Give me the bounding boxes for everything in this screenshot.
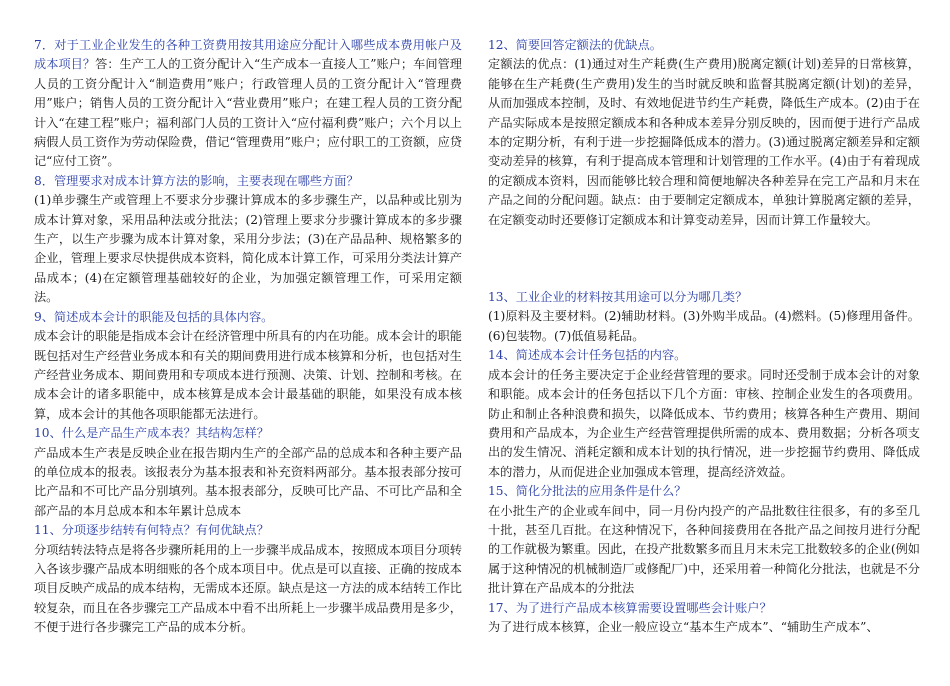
question-7-title: 7．对于工业企业发生的各种工资费用按其用途应分配计入哪些成本费用帐户及成本项目？ (34, 38, 462, 72)
question-12-title: 12、简要回答定额法的优缺点。 (488, 38, 662, 52)
question-14-title: 14、简述成本会计任务包括的内容。 (488, 348, 687, 363)
question-10-title: 10、什么是产品生产成本表？其结构怎样？ (34, 426, 269, 441)
question-9-answer: 成本会计的职能是指成本会计在经济管理中所具有的内在功能。成本会计的职能既包括对生产经营业务成本和有关的期间费用进行成本核算和分析，也包括对生产经营业务成本、期间费用和专项成本进行预测、决策、计划、控制和考核。在成本会计的诸多职能中，成本核算是成本会计最基础的职能，如果没有成本核算，成本会计的其他各项职能都无法进行。 (34, 329, 462, 421)
blank-gap (488, 230, 920, 288)
question-10-answer: 产品成本生产表是反映企业在报告期内生产的全部产品的总成本和各种主要产品的单位成本的报表。该报表分为基本报表和补充资料两部分。基本报表部分按可比产品和不可比产品分别填列。基本报表部分，反映可比产品、不可比产品和全部产品的本月总成本和本年累计总成本 (34, 445, 462, 518)
question-8-title: 8．管理要求对成本计算方法的影响，主要表现在哪些方面？ (34, 173, 359, 188)
question-9-title: 9、简述成本会计的职能及包括的具体内容。 (34, 309, 274, 324)
question-15-answer: 在小批生产的企业或车间中，同一月份内投产的产品批数往往很多，有的多至几十批，甚至几百批。在这种情况下，各种间接费用在各批产品之间按月进行分配的工作就极为繁重。因此，在投产批数繁多而且月末未完工批数较多的企业(例如属于这种情况的机械制造厂或修配厂)中，还采用着一种简化分批法，也就是不分批计算在产品成本的分批法 (488, 503, 920, 596)
question-11-title: 11、分项逐步结转有何特点？有何优缺点？ (34, 523, 269, 538)
question-17-title: 17、为了进行产品成本核算需要设置哪些会计账户？ (488, 600, 772, 615)
question-17-answer: 为了进行成本核算，企业一般应设立“基本生产成本”、“辅助生产成本”、 (488, 619, 879, 634)
left-column (34, 36, 462, 638)
question-7-answer: 答：生产工人的工资分配计入“生产成本一直接人工”账户；车间管理人员的工资分配计入“制造费用”账户；行政管理人员的工资分配计入“管理费用”账户；销售人员的工资分配计入“营业费用”账户；在建工程人员的工资分配计入“在建工程”账户；福利部门人员的工资计入“应付福利费”账户；六个月以上病假人员工资作为劳动保险费，借记“管理费用”账户；应付职工的工资额，应贷记“应付工资”。 (34, 57, 462, 169)
right-column (488, 36, 920, 637)
question-11-answer: 分项结转法特点是将各步骤所耗用的上一步骤半成品成本，按照成本项目分项转入各该步骤产品成本明细账的各个成本项目中。优点是可以直接、正确的按成本项目反映产成品的成本结构，无需成本还原。缺点是这一方法的成本结转工作比较复杂，而且在各步骤完工产品成本中看不出所耗上一步骤半成品费用是多少，不便于进行各步骤完工产品的成本分析。 (34, 542, 462, 635)
question-13-title: 13、工业企业的材料按其用途可以分为哪几类？ (488, 290, 748, 305)
question-14-answer: 成本会计的任务主要决定于企业经营管理的要求。同时还受制于成本会计的对象和职能。成本会计的任务包括以下几个方面：审核、控制企业发生的各项费用。防止和制止各种浪费和损失，以降低成本、节约费用；核算各种生产费用、期间费用和产品成本，为企业生产经营管理提供所需的成本、费用数据；分析各项支出的发生情况、消耗定额和成本计划的执行情况，进一步挖掘节约费用、降低成本的潜力，从而促进企业加强成本管理，提高经济效益。 (488, 367, 920, 479)
question-8-answer: (1)单步骤生产或管理上不要求分步骤计算成本的多步骤生产，以品种或比别为成本计算对象，采用品种法或分批法；(2)管理上要求分步骤计算成本的多步骤生产，以生产步骤为成本计算对象，采用分步法；(3)在产品品种、规格繁多的企业，管理上要求尽快提供成本资料，简化成本计算工作，可采用分类法计算产品成本；(4)在定额管理基础较好的企业，为加强定额管理工作，可采用定额法。 (34, 193, 462, 305)
question-12-answer: 定额法的优点：(1)通过对生产耗费(生产费用)脱离定额(计划)差异的日常核算，能够在生产耗费(生产费用)发生的当时就反映和监督其脱离定额(计划)的差异，从而加强成本控制，及时、有效地促进节约生产耗费，降低生产成本。(2)由于在产品实际成本是按照定额成本和各种成本差异分别反映的，因而便于进行产品成本的定期分析，有利于进一步挖掘降低成本的潜力。(3)通过脱离定额差异和定额变动差异的核算，有利于提高成本管理和计划管理的工作水平。(4)由于有着现成的定额成本资料，因而能够比较合理和简便地解决各种差异在完工产品和月末在产品之间的分配问题。缺点：由于要制定定额成本，单独计算脱离定额的差异，在定额变动时还要修订定额成本和计算变动差异，因而计算工作量较大。 (488, 57, 920, 227)
question-7 (34, 36, 462, 172)
question-13-answer: (1)原料及主要材料。(2)辅助材料。(3)外购半成品。(4)燃料。(5)修理用备件。(6)包装物。(7)低值易耗品。 (488, 309, 920, 343)
question-15-title: 15、简化分批法的应用条件是什么？ (488, 484, 687, 499)
